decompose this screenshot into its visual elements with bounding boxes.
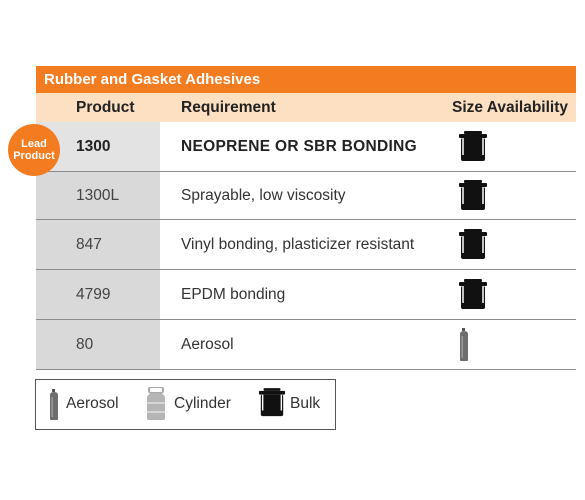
table-header-row <box>36 93 576 122</box>
requirement-text: Vinyl bonding, plasticizer resistant <box>181 236 415 253</box>
requirement-text: Sprayable, low viscosity <box>181 187 346 204</box>
legend-label-cylinder: Cylinder <box>174 395 231 412</box>
legend-item-cylinder <box>144 380 254 428</box>
product-cell <box>36 320 160 369</box>
header-size-availability: Size Availability <box>452 99 569 116</box>
legend-item-bulk <box>258 380 336 428</box>
aerosol-icon <box>458 328 470 362</box>
lead-badge-line-2: Product <box>13 150 55 162</box>
cylinder-icon <box>144 387 168 421</box>
product-code: 1300L <box>76 187 120 204</box>
requirement-text: NEOPRENE OR SBR BONDING <box>181 138 417 155</box>
header-requirement: Requirement <box>181 99 276 116</box>
table-row <box>36 172 576 220</box>
bulk-icon <box>258 387 286 419</box>
requirement-text: EPDM bonding <box>181 286 286 303</box>
table-row <box>36 220 576 270</box>
lead-product-badge <box>8 124 60 176</box>
product-code: 847 <box>76 236 102 253</box>
product-code: 1300 <box>76 138 111 155</box>
table-title: Rubber and Gasket Adhesives <box>36 66 576 93</box>
legend-label-aerosol: Aerosol <box>66 395 119 412</box>
requirement-text: Aerosol <box>181 336 234 353</box>
aerosol-icon <box>48 389 60 421</box>
bulk-icon <box>458 229 488 261</box>
legend-label-bulk: Bulk <box>290 395 321 412</box>
legend-item-aerosol <box>48 380 148 428</box>
table-row <box>36 122 576 172</box>
lead-badge-line-1: Lead <box>21 138 47 150</box>
bulk-icon <box>458 180 488 212</box>
product-code: 4799 <box>76 286 111 303</box>
bulk-icon <box>458 279 488 311</box>
table-row <box>36 270 576 320</box>
bulk-icon <box>458 131 488 163</box>
legend <box>35 379 336 430</box>
header-product: Product <box>76 99 135 116</box>
product-code: 80 <box>76 336 94 353</box>
table-row <box>36 320 576 370</box>
